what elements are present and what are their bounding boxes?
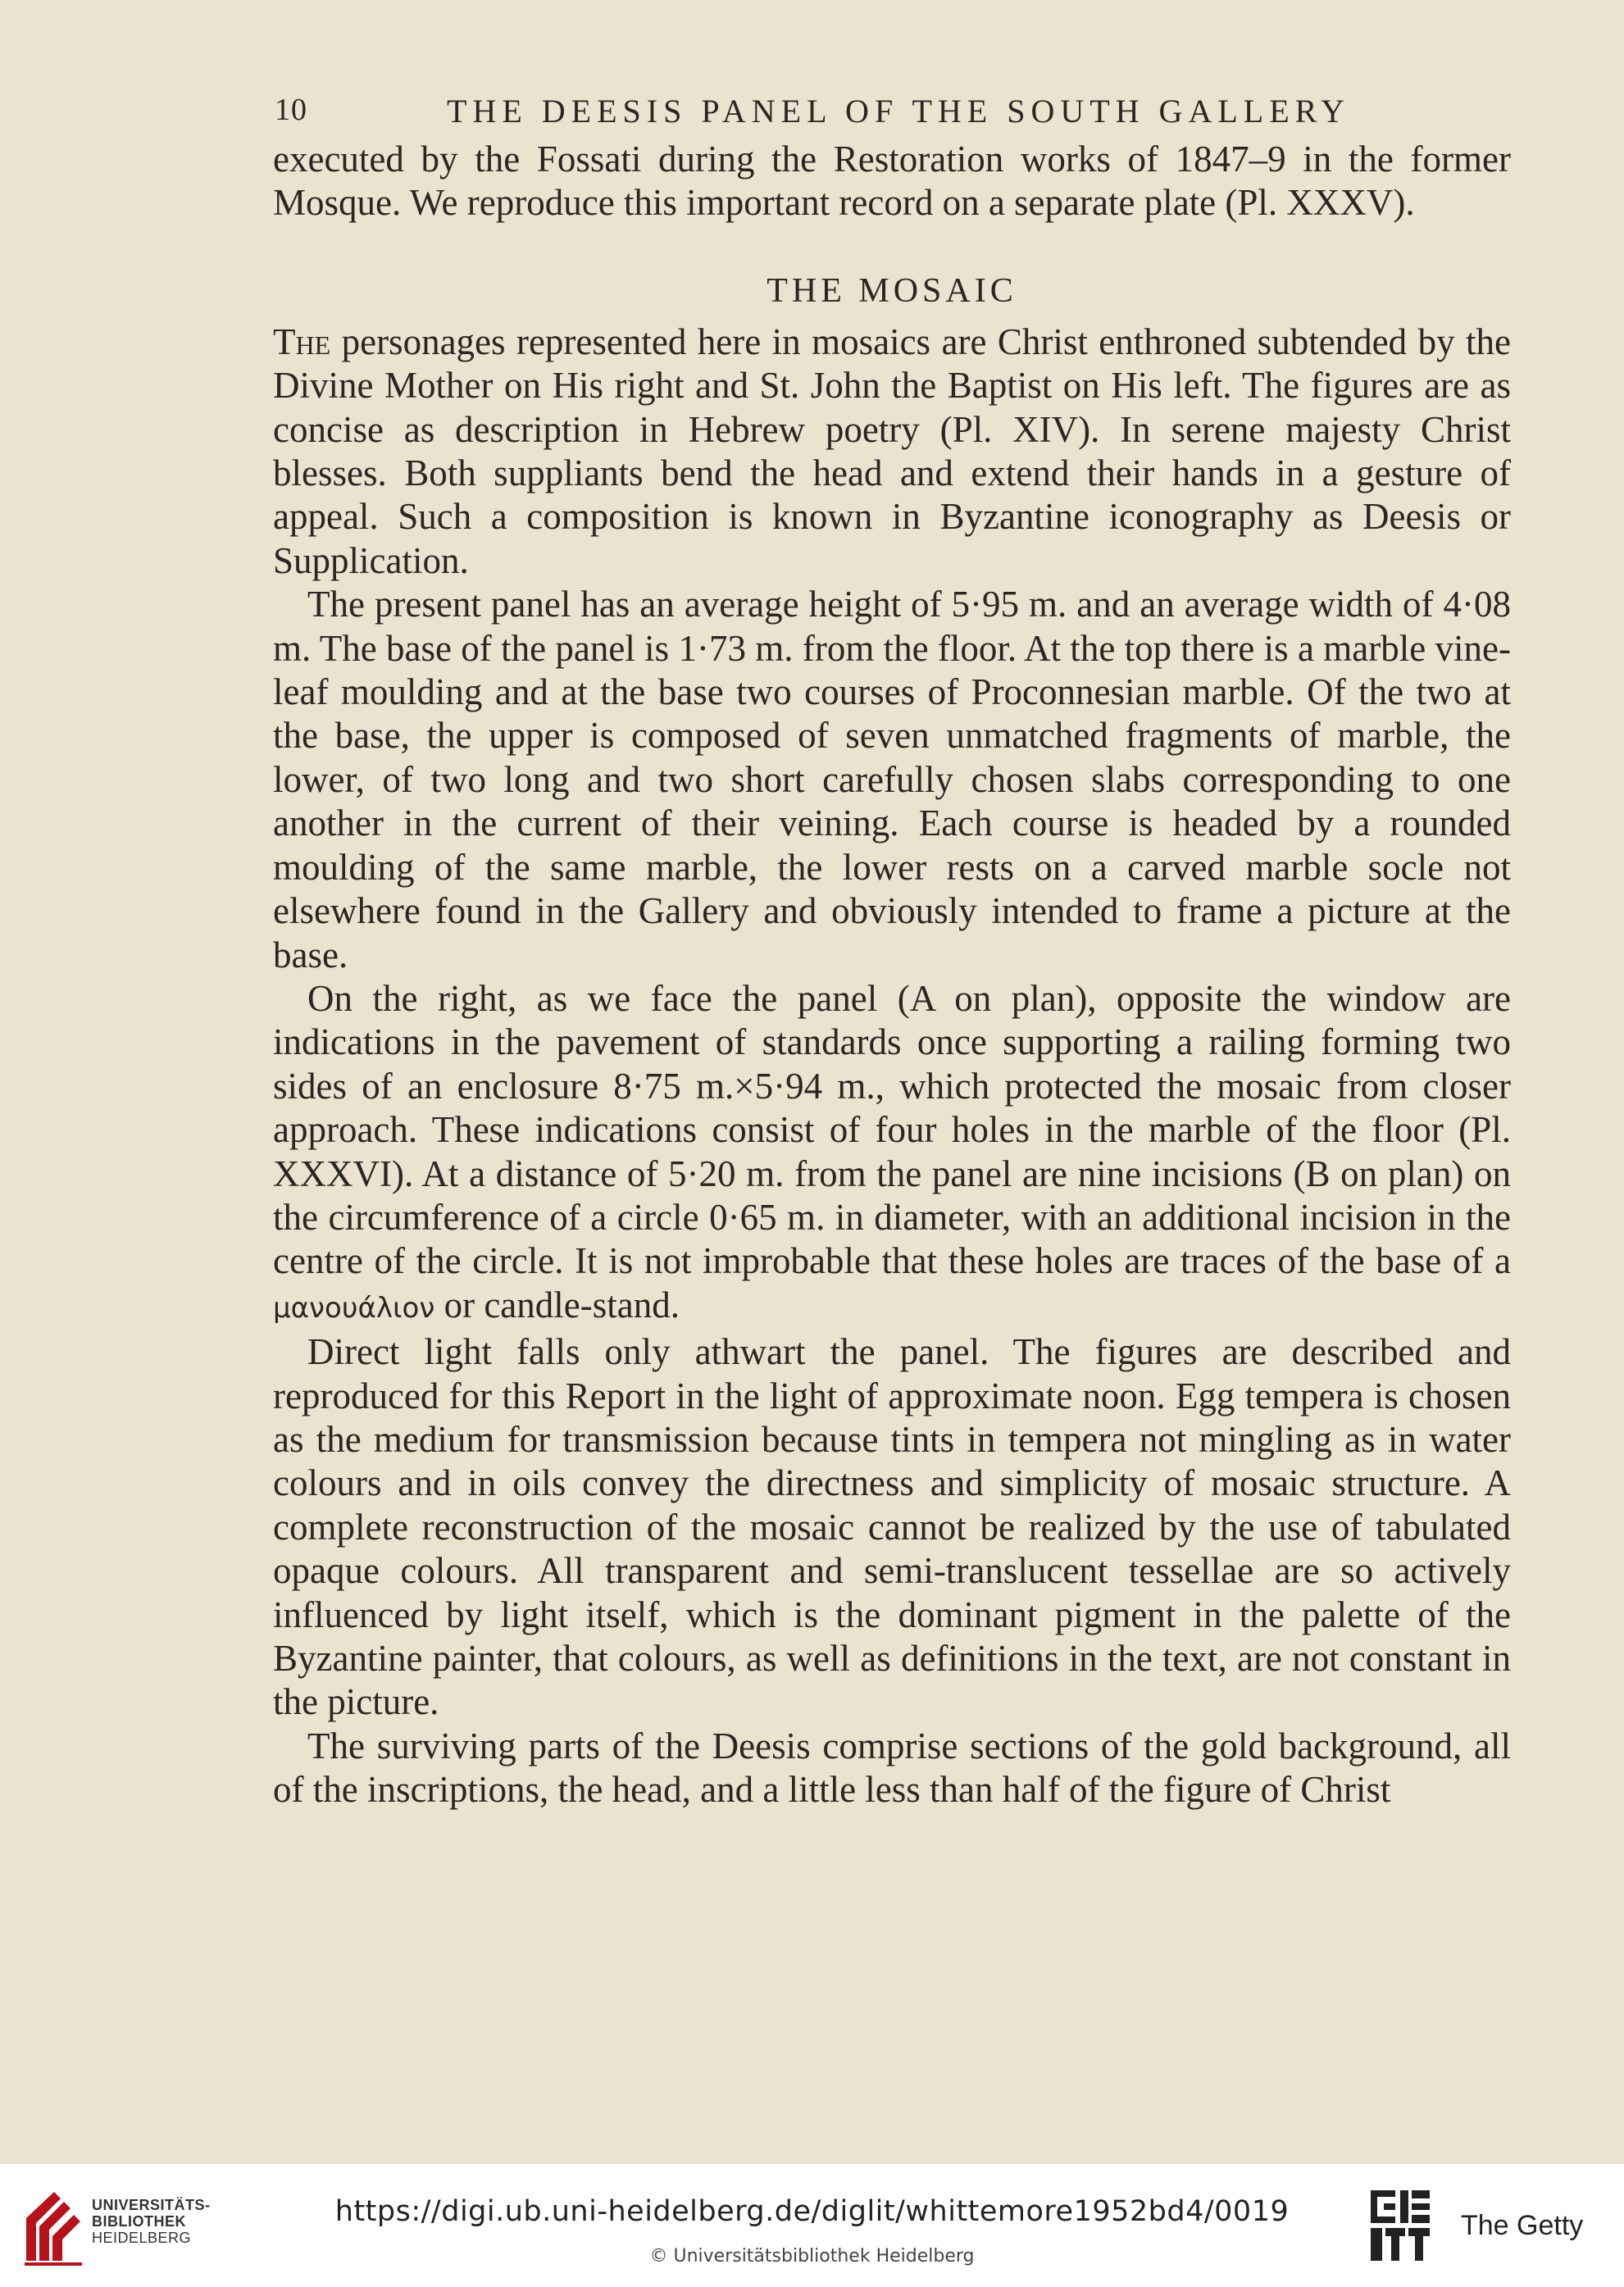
paragraph-enclosure-tail: or candle-stand. bbox=[434, 1284, 680, 1325]
source-url-link[interactable]: https://digi.ub.uni-heidelberg.de/diglit/whittemore1952bd4/0019 bbox=[334, 2195, 1290, 2228]
running-title: THE DEESIS PANEL OF THE SOUTH GALLERY bbox=[447, 93, 1350, 130]
paragraph-surviving-parts: The surviving parts of the Deesis comprise sections of the gold background, all of the inscriptions, the head, and a little less than half of the figure of Christ bbox=[273, 1725, 1511, 1811]
library-name-line1: UNIVERSITÄTS- bbox=[92, 2197, 211, 2213]
greek-word: μανουάλιον bbox=[273, 1291, 435, 1325]
paragraph-lighting: Direct light falls only athwart the panel. The figures are described and reproduced for this Report in the light of approximate noon. Egg tempera is chosen as the medium for transmission because tints in tempera not mingling as in water colours and in oils convey the directness and simplicity of mosaic structure. A complete reconstruction of the mosaic cannot be realized by the use of tabulated opaque colours. All transparent and semi-translucent tessellae are so actively influenced by light itself, which is the dominant pigment in the palette of the Byzantine painter, that colours, as well as definitions in the text, are not constant in the picture. bbox=[273, 1331, 1511, 1723]
page-number: 10 bbox=[275, 93, 307, 127]
lead-word: The bbox=[273, 321, 331, 362]
body-text bbox=[273, 138, 1511, 1812]
paragraph-personages-text: personages represented here in mosaics are Christ enthroned subtended by the Divine Mother on His right and St. John the Baptist on His left. The figures are as concise as description in Hebrew poetry (Pl. XIV). In serene majesty Christ blesses. Both suppliants bend the head and extend their hands in a gesture of appeal. Such a composition is known in Byzantine iconography as Deesis or Supplication. bbox=[273, 321, 1511, 581]
paragraph-enclosure-text: On the right, as we face the panel (A on plan), opposite the window are indications in the pavement of standards once supporting a railing forming two sides of an enclosure 8·75 m.×5·94 m., which protected the mosaic from closer approach. These indications consist of four holes in the marble of the floor (Pl. XXXVI). At a distance of 5·20 m. from the panel are nine incisions (B on plan) on the circumference of a circle 0·65 m. in diameter, with an additional incision in the centre of the circle. It is not improbable that these holes are traces of the base of a bbox=[273, 977, 1511, 1282]
paragraph-enclosure bbox=[273, 977, 1511, 1330]
copyright-notice: © Universitätsbibliothek Heidelberg bbox=[649, 2246, 975, 2267]
getty-logo-icon bbox=[1367, 2187, 1433, 2266]
paragraph-dimensions: The present panel has an average height of 5·95 m. and an average width of 4·08 m. The base of the panel is 1·73 m. from the floor. At the top there is a marble vine-leaf moulding and at the base two courses of Proconnesian marble. Of the two at the base, the upper is composed of seven unmatched fragments of marble, the lower, of two long and two short carefully chosen slabs corresponding to one another in the current of their veining. Each course is headed by a rounded moulding of the same marble, the lower rests on a carved marble socle not elsewhere found in the Gallery and obviously intended to frame a picture at the base. bbox=[273, 584, 1511, 975]
paragraph-personages bbox=[273, 321, 1511, 583]
section-heading: THE MOSAIC bbox=[767, 271, 1017, 310]
running-head bbox=[275, 92, 1381, 133]
library-name-line3: HEIDELBERG bbox=[92, 2230, 192, 2246]
library-name-line2: BIBLIOTHEK bbox=[92, 2213, 186, 2230]
footer-bar bbox=[0, 2164, 1624, 2287]
intro-paragraph: executed by the Fossati during the Restoration works of 1847–9 in the former Mosque. We reproduce this important record on a separate plate (Pl. XXXV). bbox=[273, 139, 1511, 224]
getty-label: The Getty bbox=[1461, 2210, 1584, 2241]
